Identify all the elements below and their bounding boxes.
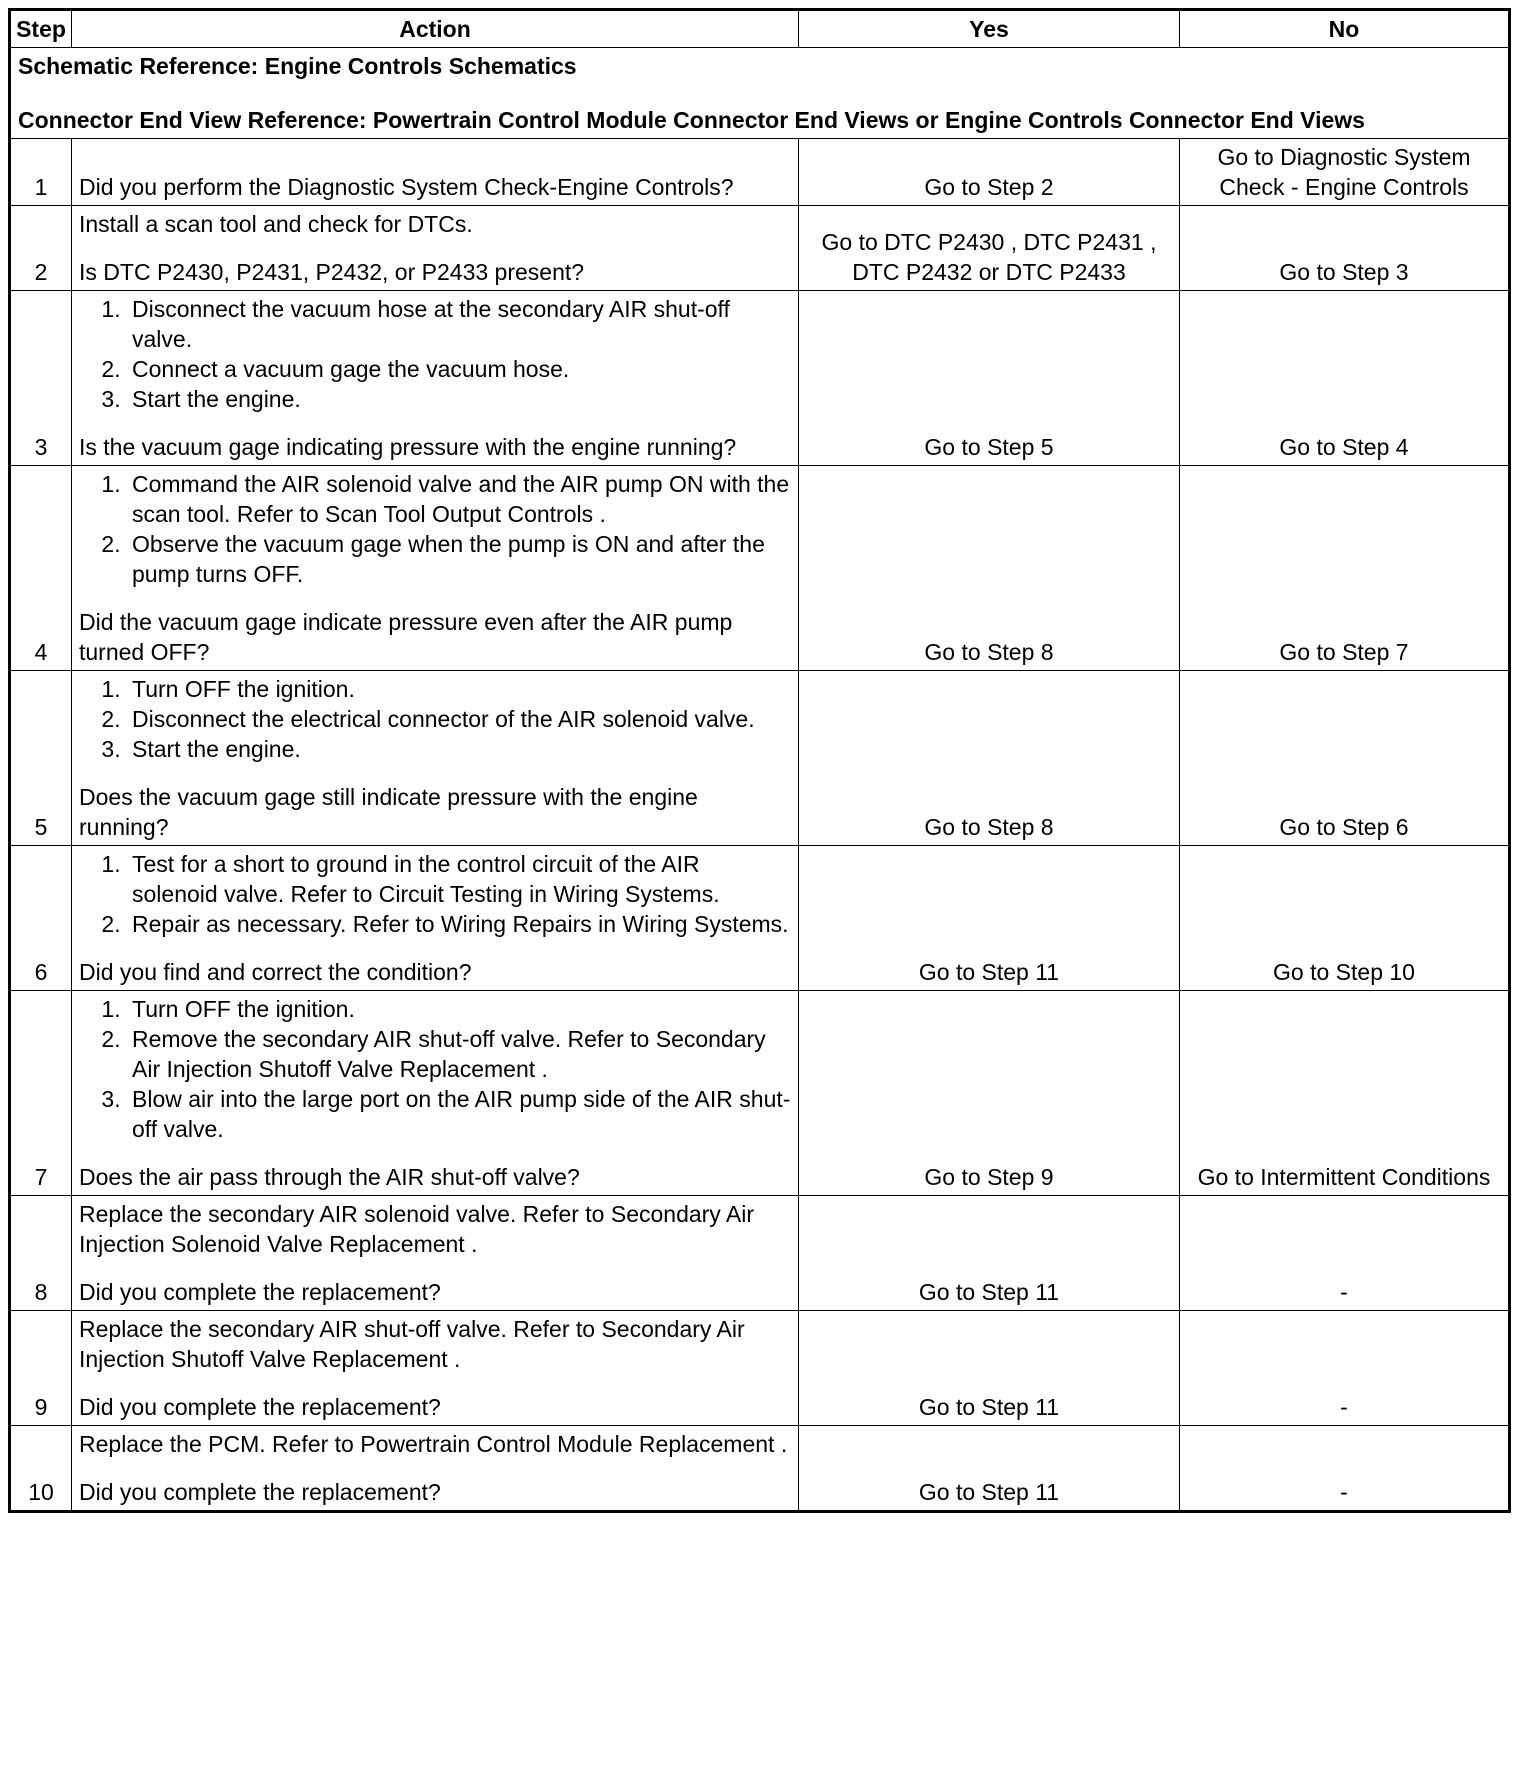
action-list-item: 1. Test for a short to ground in the control circuit of the AIR solenoid valve. Refer to Circuit Testing in Wiring Systems. (127, 849, 791, 909)
no-result: Go to Step 7 (1180, 466, 1510, 671)
action-question: Is the vacuum gage indicating pressure with the engine running? (79, 434, 737, 460)
yes-result: Go to Step 9 (799, 991, 1180, 1196)
table-row (10, 671, 1510, 846)
action-list-item: 2. Remove the secondary AIR shut-off valve. Refer to Secondary Air Injection Shutoff Valve Replacement . (127, 1024, 791, 1084)
action-question: Did the vacuum gage indicate pressure even after the AIR pump turned OFF? (79, 609, 733, 665)
action-list-item: 2. Connect a vacuum gage the vacuum hose. (127, 354, 791, 384)
action-list (79, 469, 791, 589)
table-row (10, 846, 1510, 991)
step-action (72, 671, 799, 846)
step-action (72, 206, 799, 291)
table-row (10, 1311, 1510, 1426)
header-row (10, 10, 1510, 48)
action-instruction: Replace the secondary AIR solenoid valve. Refer to Secondary Air Injection Solenoid Valve Replacement . (79, 1201, 755, 1257)
step-number: 8 (10, 1196, 72, 1311)
header-yes: Yes (799, 10, 1180, 48)
action-list-item: 1. Command the AIR solenoid valve and the AIR pump ON with the scan tool. Refer to Scan Tool Output Controls . (127, 469, 791, 529)
step-action (72, 466, 799, 671)
yes-result: Go to Step 8 (799, 466, 1180, 671)
step-action (72, 846, 799, 991)
header-step: Step (10, 10, 72, 48)
no-result: - (1180, 1426, 1510, 1512)
yes-result: Go to Step 11 (799, 1426, 1180, 1512)
action-instruction: Replace the secondary AIR shut-off valve. Refer to Secondary Air Injection Shutoff Valve Replacement . (79, 1316, 745, 1372)
diagnostic-table (8, 8, 1511, 1513)
reference-row (10, 48, 1510, 139)
step-action (72, 991, 799, 1196)
action-question: Did you complete the replacement? (79, 1279, 441, 1305)
step-action (72, 1426, 799, 1512)
step-action (72, 1311, 799, 1426)
step-number: 6 (10, 846, 72, 991)
action-list-item: 2. Repair as necessary. Refer to Wiring Repairs in Wiring Systems. (127, 909, 791, 939)
yes-result: Go to Step 5 (799, 291, 1180, 466)
no-result: Go to Step 4 (1180, 291, 1510, 466)
table-row (10, 466, 1510, 671)
action-list (79, 674, 791, 764)
no-result: Go to Diagnostic System Check - Engine Controls (1180, 139, 1510, 206)
action-list (79, 849, 791, 939)
action-question: Did you perform the Diagnostic System Check-Engine Controls? (79, 174, 734, 200)
step-number: 3 (10, 291, 72, 466)
action-list (79, 994, 791, 1144)
step-number: 10 (10, 1426, 72, 1512)
diagnostic-table-container (8, 8, 1511, 1513)
no-result: - (1180, 1311, 1510, 1426)
yes-result: Go to Step 11 (799, 1311, 1180, 1426)
table-row (10, 206, 1510, 291)
action-question: Does the air pass through the AIR shut-off valve? (79, 1164, 580, 1190)
action-list-item: 1. Disconnect the vacuum hose at the secondary AIR shut-off valve. (127, 294, 791, 354)
yes-result: Go to Step 11 (799, 1196, 1180, 1311)
action-list-item: 1. Turn OFF the ignition. (127, 994, 791, 1024)
table-row (10, 291, 1510, 466)
no-result: - (1180, 1196, 1510, 1311)
step-number: 1 (10, 139, 72, 206)
schematic-reference: Schematic Reference: Engine Controls Schematics (18, 53, 577, 79)
yes-result: Go to Step 11 (799, 846, 1180, 991)
step-number: 2 (10, 206, 72, 291)
table-row (10, 991, 1510, 1196)
no-result: Go to Step 10 (1180, 846, 1510, 991)
no-result: Go to Step 6 (1180, 671, 1510, 846)
step-action (72, 139, 799, 206)
action-list-item: 3. Blow air into the large port on the AIR pump side of the AIR shut-off valve. (127, 1084, 791, 1144)
reference-cell (10, 48, 1510, 139)
step-action (72, 291, 799, 466)
table-row (10, 139, 1510, 206)
action-list-item: 3. Start the engine. (127, 734, 791, 764)
connector-reference: Connector End View Reference: Powertrain Control Module Connector End Views or Engine Controls Connector End Views (18, 107, 1365, 133)
step-number: 9 (10, 1311, 72, 1426)
yes-result: Go to Step 2 (799, 139, 1180, 206)
header-action: Action (72, 10, 799, 48)
yes-result: Go to Step 8 (799, 671, 1180, 846)
no-result: Go to Intermittent Conditions (1180, 991, 1510, 1196)
yes-result: Go to DTC P2430 , DTC P2431 , DTC P2432 or DTC P2433 (799, 206, 1180, 291)
action-question: Did you complete the replacement? (79, 1394, 441, 1420)
step-action (72, 1196, 799, 1311)
action-list-item: 1. Turn OFF the ignition. (127, 674, 791, 704)
action-question: Did you find and correct the condition? (79, 959, 472, 985)
action-question: Did you complete the replacement? (79, 1479, 441, 1505)
action-question: Is DTC P2430, P2431, P2432, or P2433 present? (79, 259, 585, 285)
action-instruction: Replace the PCM. Refer to Powertrain Control Module Replacement . (79, 1431, 788, 1457)
step-number: 5 (10, 671, 72, 846)
no-result: Go to Step 3 (1180, 206, 1510, 291)
action-list-item: 2. Observe the vacuum gage when the pump is ON and after the pump turns OFF. (127, 529, 791, 589)
action-list-item: 2. Disconnect the electrical connector of the AIR solenoid valve. (127, 704, 791, 734)
action-list-item: 3. Start the engine. (127, 384, 791, 414)
table-row (10, 1196, 1510, 1311)
table-row (10, 1426, 1510, 1512)
step-number: 4 (10, 466, 72, 671)
action-instruction: Install a scan tool and check for DTCs. (79, 211, 473, 237)
step-number: 7 (10, 991, 72, 1196)
header-no: No (1180, 10, 1510, 48)
action-list (79, 294, 791, 414)
action-question: Does the vacuum gage still indicate pressure with the engine running? (79, 784, 698, 840)
